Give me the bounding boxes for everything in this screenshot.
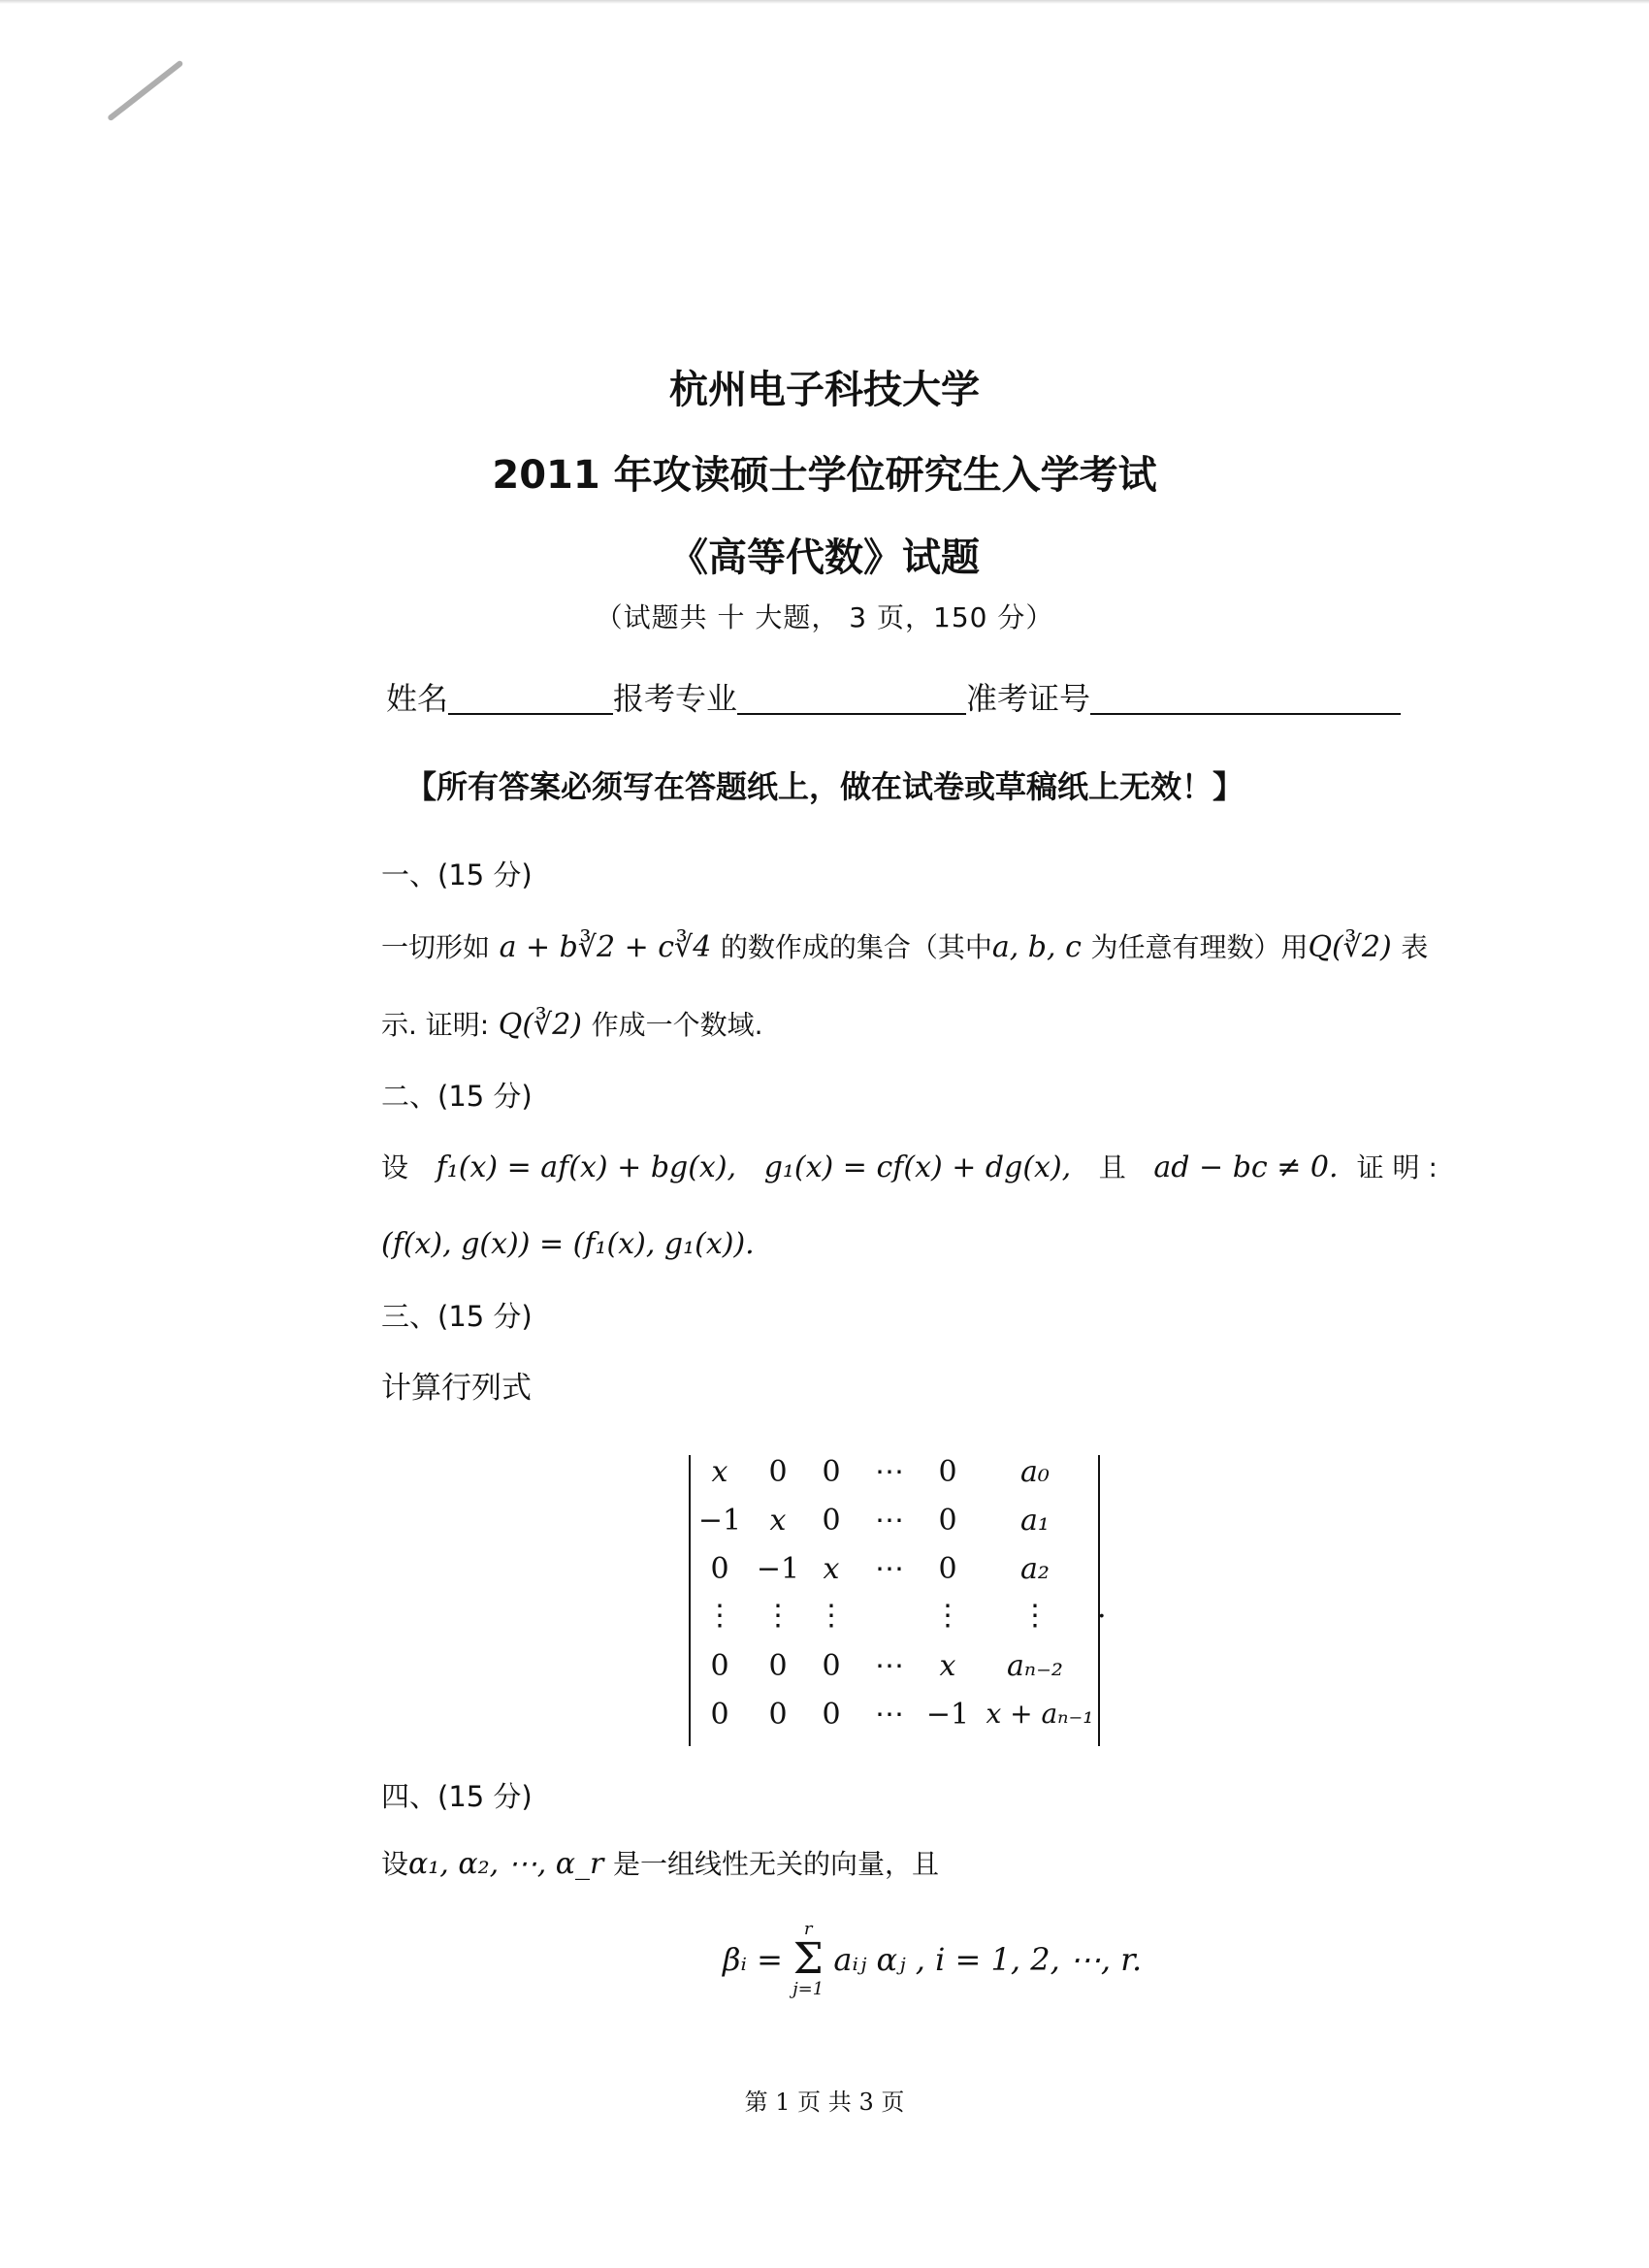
det-cell: ⋯ bbox=[875, 1552, 904, 1586]
q1-vars: a, b, c bbox=[991, 930, 1082, 964]
det-cell: ⋯ bbox=[875, 1649, 904, 1683]
major-label: 报考专业 bbox=[613, 680, 738, 717]
scan-edge bbox=[0, 0, 1649, 4]
sum-lower: j=1 bbox=[792, 1979, 824, 1999]
det-cell: −1 bbox=[925, 1698, 970, 1732]
q4-text-post: 是一组线性无关的向量，且 bbox=[612, 1848, 939, 1880]
det-cell: x bbox=[823, 1552, 840, 1586]
q4-formula bbox=[723, 1921, 1142, 1998]
det-cell: −1 bbox=[756, 1552, 800, 1586]
q1-text-post: 为任意有理数）用 bbox=[1090, 931, 1309, 963]
det-cell: x + aₙ₋₁ bbox=[986, 1698, 1094, 1730]
det-cell: −1 bbox=[697, 1504, 742, 1538]
q1-heading: 一、(15 分) bbox=[381, 859, 533, 891]
det-cell: 0 bbox=[710, 1698, 729, 1732]
det-cell: 0 bbox=[768, 1698, 788, 1732]
exam-title: 2011 年攻读硕士学位研究生入学考试 bbox=[492, 453, 1157, 498]
name-blank[interactable] bbox=[448, 684, 613, 715]
q1-line1 bbox=[381, 926, 1428, 965]
det-cell: 0 bbox=[938, 1552, 957, 1586]
q2-gcd-equation: (f(x), g(x)) = (f₁(x), g₁(x)). bbox=[381, 1227, 755, 1261]
det-cell: ⋮ bbox=[817, 1599, 846, 1633]
det-cell: 0 bbox=[938, 1504, 957, 1538]
q1-expression: a + b∛2 + c∛4 bbox=[499, 930, 712, 964]
q4-vectors: α₁, α₂, ⋯, α_r bbox=[408, 1847, 604, 1881]
det-cell: 0 bbox=[822, 1649, 841, 1683]
page-footer: 第 1 页 共 3 页 bbox=[744, 2089, 905, 2116]
det-cell: a₀ bbox=[1020, 1455, 1050, 1489]
det-cell: ⋯ bbox=[875, 1455, 904, 1489]
pen-mark bbox=[107, 60, 183, 122]
q1-text-mid: 的数作成的集合（其中 bbox=[720, 931, 992, 963]
det-cell: 0 bbox=[710, 1552, 729, 1586]
candidate-info bbox=[386, 674, 1401, 719]
q4-heading: 四、(15 分) bbox=[381, 1780, 533, 1813]
q2-g1: g₁(x) = cf(x) + dg(x), bbox=[763, 1150, 1072, 1184]
subject-title: 《高等代数》试题 bbox=[669, 535, 980, 580]
q1-line2 bbox=[381, 1004, 762, 1043]
det-cell: x bbox=[939, 1649, 956, 1683]
q3-heading: 三、(15 分) bbox=[381, 1300, 533, 1333]
q2-line2 bbox=[381, 1227, 755, 1261]
det-cell: ⋮ bbox=[705, 1599, 734, 1633]
q2-and: 且 bbox=[1098, 1151, 1126, 1183]
det-cell: x bbox=[769, 1504, 787, 1538]
q1-field-2: Q(∛2) bbox=[498, 1008, 583, 1042]
q1-field: Q(∛2) bbox=[1308, 930, 1392, 964]
q1-text-pre: 一切形如 bbox=[381, 931, 491, 963]
exam-summary: （试题共 十 大题， 3 页，150 分） bbox=[595, 601, 1054, 633]
q4-let: 设 bbox=[381, 1848, 409, 1880]
det-cell: 0 bbox=[822, 1455, 841, 1489]
q1-prove-post: 作成一个数域. bbox=[591, 1009, 763, 1041]
major-blank[interactable] bbox=[737, 684, 966, 715]
det-cell: 0 bbox=[938, 1455, 957, 1489]
det-cell: 0 bbox=[822, 1698, 841, 1732]
q3-text: 计算行列式 bbox=[381, 1371, 532, 1406]
name-label: 姓名 bbox=[386, 680, 449, 717]
beta-lhs: βᵢ = bbox=[723, 1941, 783, 1978]
det-cell: 0 bbox=[768, 1649, 788, 1683]
q1-prove-pre: 示. 证明: bbox=[381, 1009, 490, 1041]
q2-f1: f₁(x) = af(x) + bg(x), bbox=[436, 1150, 737, 1184]
det-cell: x bbox=[711, 1455, 728, 1489]
q2-condition: ad − bc ≠ 0. bbox=[1153, 1150, 1339, 1184]
det-cell: a₁ bbox=[1020, 1504, 1050, 1538]
det-cell: 0 bbox=[710, 1649, 729, 1683]
det-cell: ⋮ bbox=[933, 1599, 962, 1633]
det-cell: aₙ₋₂ bbox=[1007, 1649, 1063, 1683]
q2-line1 bbox=[381, 1147, 1438, 1185]
sum-upper: r bbox=[803, 1919, 813, 1939]
det-cell: ⋮ bbox=[763, 1599, 792, 1633]
q1-text-end: 表 bbox=[1401, 931, 1429, 963]
det-cell: ⋯ bbox=[875, 1504, 904, 1538]
det-cell: a₂ bbox=[1020, 1552, 1050, 1586]
summation bbox=[792, 1921, 824, 1998]
q2-heading: 二、(15 分) bbox=[381, 1080, 533, 1113]
det-cell: 0 bbox=[822, 1504, 841, 1538]
q2-let: 设 bbox=[381, 1151, 409, 1183]
answer-notice: 【所有答案必须写在答题纸上，做在试卷或草稿纸上无效！】 bbox=[404, 768, 1244, 805]
det-cell: ⋮ bbox=[1020, 1599, 1050, 1633]
det-cell: ⋯ bbox=[875, 1698, 904, 1732]
q4-line1 bbox=[381, 1843, 939, 1882]
id-label: 准考证号 bbox=[966, 680, 1091, 717]
det-period: . bbox=[1097, 1591, 1107, 1625]
determinant bbox=[689, 1455, 1100, 1746]
formula-rhs: aᵢⱼ αⱼ , i = 1, 2, ⋯, r. bbox=[833, 1941, 1143, 1978]
sigma-symbol: Σ bbox=[792, 1934, 824, 1984]
university-title: 杭州电子科技大学 bbox=[669, 368, 980, 412]
det-cell: 0 bbox=[768, 1455, 788, 1489]
id-blank[interactable] bbox=[1090, 684, 1401, 715]
q2-prove: 证 明 : bbox=[1356, 1151, 1438, 1183]
